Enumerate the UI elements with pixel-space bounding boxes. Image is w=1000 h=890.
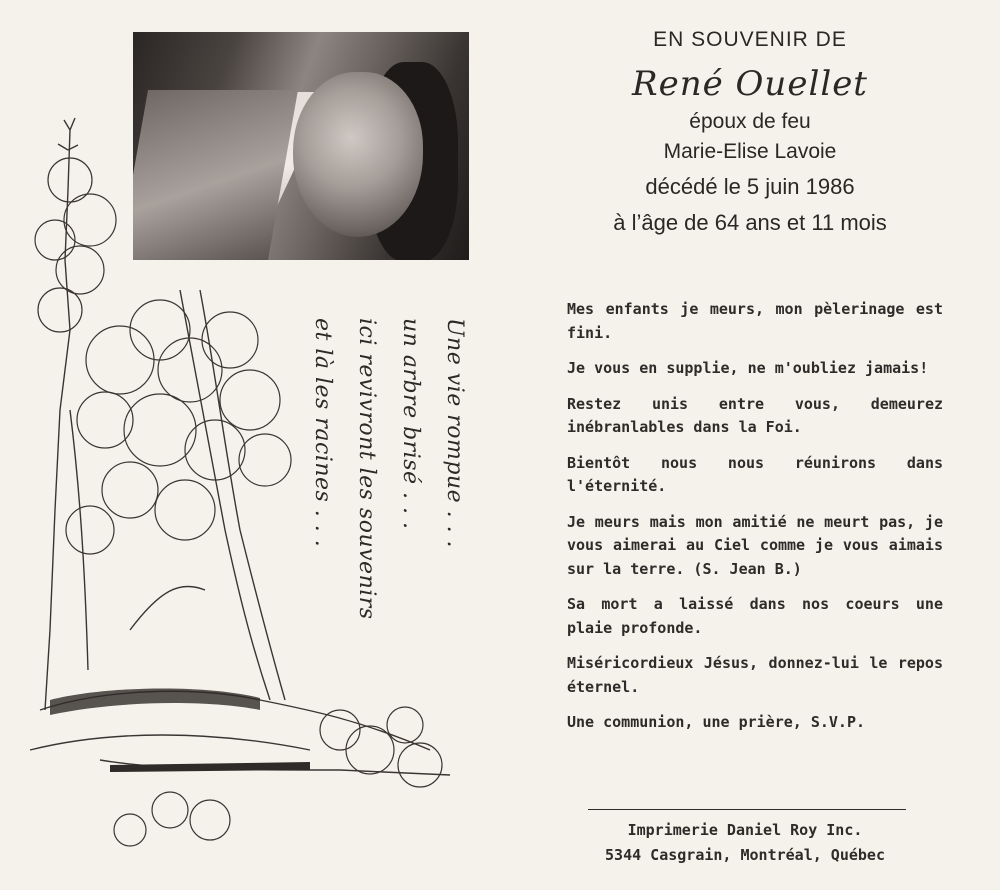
divider bbox=[588, 809, 906, 810]
deceased-name: René Ouellet bbox=[632, 64, 868, 104]
printer-name: Imprimerie Daniel Roy Inc. bbox=[627, 821, 863, 839]
paragraph: Bientôt nous nous réunirons dans l'éternité. bbox=[567, 453, 943, 495]
printer-info bbox=[560, 818, 930, 868]
age: à l’âge de 64 ans et 11 mois bbox=[613, 210, 887, 235]
paragraph: Une communion, une prière, S.V.P. bbox=[567, 713, 866, 731]
paragraph: Restez unis entre vous, demeurez inébranlables dans la Foi. bbox=[567, 394, 943, 436]
prayer-text bbox=[567, 298, 943, 747]
spouse-label: époux de feu bbox=[689, 110, 811, 133]
spouse-name: Marie-Elise Lavoie bbox=[663, 140, 837, 163]
header bbox=[510, 28, 990, 236]
paragraph: Je meurs mais mon amitié ne meurt pas, je vous aimerai au Ciel comme je vous aimais sur la terre. (S. Jean B.) bbox=[567, 512, 943, 578]
poem-line: ici revivront les souvenirs bbox=[354, 318, 379, 620]
header-title: EN SOUVENIR DE bbox=[653, 28, 847, 51]
paragraph: Mes enfants je meurs, mon pèlerinage est fini. bbox=[567, 300, 943, 342]
poem bbox=[300, 318, 476, 620]
paragraph: Sa mort a laissé dans nos coeurs une plaie profonde. bbox=[567, 595, 943, 637]
paragraph: Miséricordieux Jésus, donnez-lui le repos éternel. bbox=[567, 654, 943, 696]
paragraph: Je vous en supplie, ne m'oubliez jamais! bbox=[567, 359, 929, 377]
death-date: décédé le 5 juin 1986 bbox=[645, 174, 855, 199]
poem-line: un arbre brisé . . . bbox=[398, 318, 423, 530]
poem-line: et là les racines . . . bbox=[310, 318, 335, 548]
poem-line: Une vie rompue . . . bbox=[442, 318, 467, 549]
printer-address: 5344 Casgrain, Montréal, Québec bbox=[605, 846, 885, 864]
